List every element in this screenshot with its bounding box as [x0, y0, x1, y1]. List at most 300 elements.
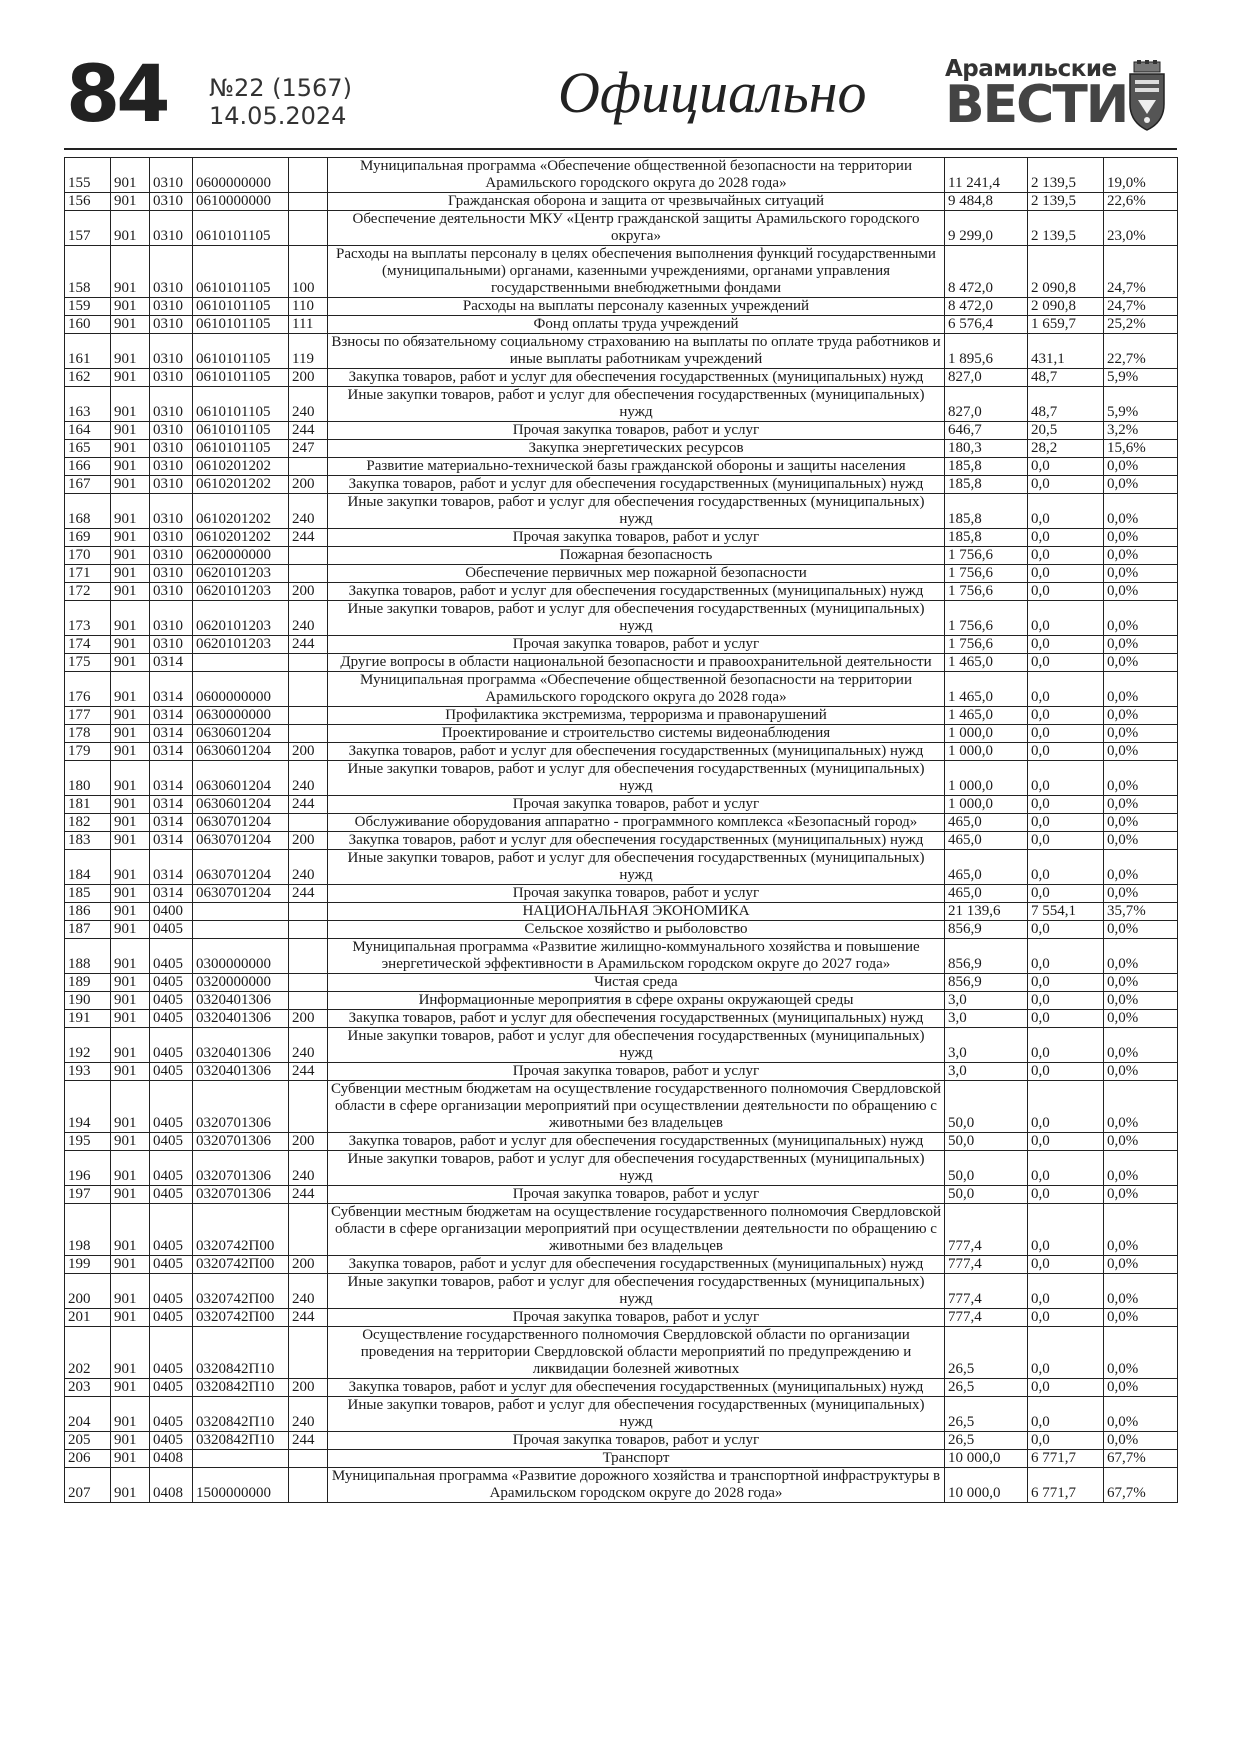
- grbs-code-cell: 901: [111, 1256, 150, 1274]
- grbs-code-cell: 901: [111, 654, 150, 672]
- description-cell: Чистая среда: [328, 974, 945, 992]
- section-code-cell: 0314: [150, 743, 193, 761]
- expense-type-code-cell: 200: [289, 1133, 328, 1151]
- table-row: [65, 494, 1178, 529]
- section-code-cell: 0310: [150, 387, 193, 422]
- execution-percent-cell: 22,6%: [1104, 193, 1178, 211]
- table-row: [65, 1309, 1178, 1327]
- execution-percent-cell: 0,0%: [1104, 796, 1178, 814]
- description-cell: Закупка товаров, работ и услуг для обеспечения государственных (муниципальных) нужд: [328, 743, 945, 761]
- grbs-code-cell: 901: [111, 814, 150, 832]
- planned-amount-cell: 1 000,0: [945, 761, 1028, 796]
- executed-amount-cell: 0,0: [1028, 583, 1104, 601]
- target-code-cell: 0320701306: [193, 1133, 289, 1151]
- grbs-code-cell: 901: [111, 1468, 150, 1503]
- target-code-cell: 1500000000: [193, 1468, 289, 1503]
- execution-percent-cell: 35,7%: [1104, 903, 1178, 921]
- section-code-cell: 0405: [150, 1186, 193, 1204]
- section-code-cell: 0405: [150, 974, 193, 992]
- target-code-cell: 0610101105: [193, 422, 289, 440]
- planned-amount-cell: 1 465,0: [945, 707, 1028, 725]
- execution-percent-cell: 0,0%: [1104, 850, 1178, 885]
- expense-type-code-cell: 200: [289, 369, 328, 387]
- expense-type-code-cell: [289, 903, 328, 921]
- planned-amount-cell: 185,8: [945, 458, 1028, 476]
- section-code-cell: 0405: [150, 921, 193, 939]
- planned-amount-cell: 646,7: [945, 422, 1028, 440]
- row-number-cell: 165: [65, 440, 111, 458]
- row-number-cell: 176: [65, 672, 111, 707]
- execution-percent-cell: 0,0%: [1104, 1063, 1178, 1081]
- row-number-cell: 173: [65, 601, 111, 636]
- target-code-cell: 0320842П10: [193, 1379, 289, 1397]
- expense-type-code-cell: 200: [289, 1010, 328, 1028]
- executed-amount-cell: 0,0: [1028, 885, 1104, 903]
- row-number-cell: 197: [65, 1186, 111, 1204]
- executed-amount-cell: 7 554,1: [1028, 903, 1104, 921]
- table-row: [65, 796, 1178, 814]
- expense-type-code-cell: 240: [289, 601, 328, 636]
- target-code-cell: 0320842П10: [193, 1327, 289, 1379]
- planned-amount-cell: 180,3: [945, 440, 1028, 458]
- target-code-cell: 0610201202: [193, 494, 289, 529]
- execution-percent-cell: 0,0%: [1104, 654, 1178, 672]
- description-cell: Иные закупки товаров, работ и услуг для обеспечения государственных (муниципальных) нужд: [328, 850, 945, 885]
- section-code-cell: 0310: [150, 422, 193, 440]
- description-cell: Муниципальная программа «Обеспечение общественной безопасности на территории Арамильского городского округа до 2028 года»: [328, 158, 945, 193]
- description-cell: Субвенции местным бюджетам на осуществление государственного полномочия Свердловской области в сфере организации мероприятий при осуществлении деятельности по обращению с животными без владельцев: [328, 1204, 945, 1256]
- row-number-cell: 192: [65, 1028, 111, 1063]
- target-code-cell: 0630701204: [193, 885, 289, 903]
- planned-amount-cell: 3,0: [945, 1010, 1028, 1028]
- grbs-code-cell: 901: [111, 1151, 150, 1186]
- executed-amount-cell: 28,2: [1028, 440, 1104, 458]
- grbs-code-cell: 901: [111, 1327, 150, 1379]
- description-cell: Сельское хозяйство и рыболовство: [328, 921, 945, 939]
- planned-amount-cell: 21 139,6: [945, 903, 1028, 921]
- execution-percent-cell: 0,0%: [1104, 476, 1178, 494]
- planned-amount-cell: 26,5: [945, 1432, 1028, 1450]
- planned-amount-cell: 185,8: [945, 476, 1028, 494]
- description-cell: Иные закупки товаров, работ и услуг для обеспечения государственных (муниципальных) нужд: [328, 494, 945, 529]
- executed-amount-cell: 0,0: [1028, 1028, 1104, 1063]
- target-code-cell: 0320401306: [193, 992, 289, 1010]
- table-row: [65, 974, 1178, 992]
- target-code-cell: 0610201202: [193, 458, 289, 476]
- target-code-cell: 0630701204: [193, 832, 289, 850]
- planned-amount-cell: 1 895,6: [945, 334, 1028, 369]
- row-number-cell: 170: [65, 547, 111, 565]
- row-number-cell: 187: [65, 921, 111, 939]
- table-row: [65, 1186, 1178, 1204]
- executed-amount-cell: 0,0: [1028, 1186, 1104, 1204]
- description-cell: Профилактика экстремизма, терроризма и правонарушений: [328, 707, 945, 725]
- section-code-cell: 0310: [150, 529, 193, 547]
- execution-percent-cell: 0,0%: [1104, 494, 1178, 529]
- expense-type-code-cell: [289, 458, 328, 476]
- section-code-cell: 0310: [150, 158, 193, 193]
- description-cell: Прочая закупка товаров, работ и услуг: [328, 796, 945, 814]
- row-number-cell: 174: [65, 636, 111, 654]
- planned-amount-cell: 1 000,0: [945, 796, 1028, 814]
- target-code-cell: 0630000000: [193, 707, 289, 725]
- executed-amount-cell: 2 139,5: [1028, 193, 1104, 211]
- section-code-cell: 0314: [150, 814, 193, 832]
- row-number-cell: 189: [65, 974, 111, 992]
- row-number-cell: 162: [65, 369, 111, 387]
- section-code-cell: 0405: [150, 1397, 193, 1432]
- target-code-cell: 0320742П00: [193, 1309, 289, 1327]
- expense-type-code-cell: 240: [289, 1151, 328, 1186]
- target-code-cell: 0320000000: [193, 974, 289, 992]
- grbs-code-cell: 901: [111, 387, 150, 422]
- grbs-code-cell: 901: [111, 601, 150, 636]
- grbs-code-cell: 901: [111, 725, 150, 743]
- expense-type-code-cell: [289, 565, 328, 583]
- target-code-cell: 0620101203: [193, 565, 289, 583]
- executed-amount-cell: 0,0: [1028, 547, 1104, 565]
- section-code-cell: 0310: [150, 458, 193, 476]
- table-row: [65, 725, 1178, 743]
- target-code-cell: 0320742П00: [193, 1204, 289, 1256]
- section-code-cell: 0310: [150, 440, 193, 458]
- grbs-code-cell: 901: [111, 458, 150, 476]
- executed-amount-cell: 0,0: [1028, 939, 1104, 974]
- planned-amount-cell: 1 756,6: [945, 601, 1028, 636]
- target-code-cell: 0630601204: [193, 743, 289, 761]
- table-row: [65, 654, 1178, 672]
- expense-type-code-cell: 110: [289, 298, 328, 316]
- target-code-cell: 0610101105: [193, 440, 289, 458]
- section-code-cell: 0314: [150, 850, 193, 885]
- expense-type-code-cell: [289, 939, 328, 974]
- description-cell: Муниципальная программа «Развитие жилищно-коммунального хозяйства и повышение энергетической эффективности в Арамильском городском округе до 2027 года»: [328, 939, 945, 974]
- execution-percent-cell: 0,0%: [1104, 565, 1178, 583]
- grbs-code-cell: 901: [111, 1432, 150, 1450]
- execution-percent-cell: 24,7%: [1104, 246, 1178, 298]
- section-code-cell: 0405: [150, 1151, 193, 1186]
- grbs-code-cell: 901: [111, 939, 150, 974]
- row-number-cell: 157: [65, 211, 111, 246]
- planned-amount-cell: 1 756,6: [945, 636, 1028, 654]
- grbs-code-cell: 901: [111, 761, 150, 796]
- execution-percent-cell: 0,0%: [1104, 1028, 1178, 1063]
- table-row: [65, 1274, 1178, 1309]
- table-row: [65, 298, 1178, 316]
- executed-amount-cell: 0,0: [1028, 1010, 1104, 1028]
- section-code-cell: 0310: [150, 369, 193, 387]
- table-row: [65, 316, 1178, 334]
- planned-amount-cell: 1 465,0: [945, 672, 1028, 707]
- execution-percent-cell: 0,0%: [1104, 1432, 1178, 1450]
- execution-percent-cell: 0,0%: [1104, 939, 1178, 974]
- target-code-cell: 0630601204: [193, 761, 289, 796]
- executed-amount-cell: 0,0: [1028, 707, 1104, 725]
- issue-number: №22 (1567): [209, 74, 352, 102]
- execution-percent-cell: 0,0%: [1104, 1274, 1178, 1309]
- table-row: [65, 1327, 1178, 1379]
- row-number-cell: 166: [65, 458, 111, 476]
- coat-of-arms-icon: [1126, 60, 1168, 132]
- executed-amount-cell: 0,0: [1028, 1133, 1104, 1151]
- target-code-cell: 0320842П10: [193, 1397, 289, 1432]
- executed-amount-cell: 431,1: [1028, 334, 1104, 369]
- section-code-cell: 0405: [150, 1327, 193, 1379]
- section-code-cell: 0310: [150, 494, 193, 529]
- table-row: [65, 832, 1178, 850]
- description-cell: Транспорт: [328, 1450, 945, 1468]
- section-title: Официально: [558, 60, 867, 125]
- description-cell: Закупка энергетических ресурсов: [328, 440, 945, 458]
- planned-amount-cell: 1 756,6: [945, 565, 1028, 583]
- table-row: [65, 193, 1178, 211]
- expense-type-code-cell: 244: [289, 529, 328, 547]
- execution-percent-cell: 0,0%: [1104, 1081, 1178, 1133]
- row-number-cell: 172: [65, 583, 111, 601]
- executed-amount-cell: 0,0: [1028, 565, 1104, 583]
- executed-amount-cell: 0,0: [1028, 974, 1104, 992]
- description-cell: Иные закупки товаров, работ и услуг для обеспечения государственных (муниципальных) нужд: [328, 1151, 945, 1186]
- description-cell: Информационные мероприятия в сфере охраны окружающей среды: [328, 992, 945, 1010]
- executed-amount-cell: 0,0: [1028, 476, 1104, 494]
- table-row: [65, 1010, 1178, 1028]
- row-number-cell: 183: [65, 832, 111, 850]
- table-row: [65, 158, 1178, 193]
- grbs-code-cell: 901: [111, 1397, 150, 1432]
- planned-amount-cell: 10 000,0: [945, 1450, 1028, 1468]
- expense-type-code-cell: 240: [289, 1028, 328, 1063]
- grbs-code-cell: 901: [111, 476, 150, 494]
- planned-amount-cell: 777,4: [945, 1256, 1028, 1274]
- grbs-code-cell: 901: [111, 211, 150, 246]
- expense-type-code-cell: 200: [289, 583, 328, 601]
- planned-amount-cell: 856,9: [945, 939, 1028, 974]
- expense-type-code-cell: [289, 725, 328, 743]
- row-number-cell: 164: [65, 422, 111, 440]
- planned-amount-cell: 50,0: [945, 1133, 1028, 1151]
- target-code-cell: 0610000000: [193, 193, 289, 211]
- target-code-cell: 0610201202: [193, 476, 289, 494]
- grbs-code-cell: 901: [111, 1379, 150, 1397]
- grbs-code-cell: 901: [111, 992, 150, 1010]
- target-code-cell: 0610101105: [193, 246, 289, 298]
- section-code-cell: 0314: [150, 796, 193, 814]
- planned-amount-cell: 185,8: [945, 494, 1028, 529]
- grbs-code-cell: 901: [111, 1186, 150, 1204]
- execution-percent-cell: 5,9%: [1104, 387, 1178, 422]
- grbs-code-cell: 901: [111, 565, 150, 583]
- section-code-cell: 0314: [150, 654, 193, 672]
- execution-percent-cell: 0,0%: [1104, 743, 1178, 761]
- target-code-cell: 0610101105: [193, 334, 289, 369]
- target-code-cell: [193, 654, 289, 672]
- table-row: [65, 1063, 1178, 1081]
- execution-percent-cell: 22,7%: [1104, 334, 1178, 369]
- section-code-cell: 0314: [150, 725, 193, 743]
- planned-amount-cell: 1 756,6: [945, 583, 1028, 601]
- expense-type-code-cell: 100: [289, 246, 328, 298]
- expense-type-code-cell: 240: [289, 494, 328, 529]
- table-row: [65, 476, 1178, 494]
- section-code-cell: 0310: [150, 246, 193, 298]
- target-code-cell: 0620000000: [193, 547, 289, 565]
- row-number-cell: 163: [65, 387, 111, 422]
- row-number-cell: 200: [65, 1274, 111, 1309]
- section-code-cell: 0408: [150, 1468, 193, 1503]
- grbs-code-cell: 901: [111, 246, 150, 298]
- planned-amount-cell: 777,4: [945, 1309, 1028, 1327]
- target-code-cell: 0320401306: [193, 1063, 289, 1081]
- grbs-code-cell: 901: [111, 743, 150, 761]
- expense-type-code-cell: 119: [289, 334, 328, 369]
- row-number-cell: 155: [65, 158, 111, 193]
- description-cell: Иные закупки товаров, работ и услуг для обеспечения государственных (муниципальных) нужд: [328, 601, 945, 636]
- expense-type-code-cell: [289, 1468, 328, 1503]
- description-cell: Фонд оплаты труда учреждений: [328, 316, 945, 334]
- execution-percent-cell: 0,0%: [1104, 1309, 1178, 1327]
- planned-amount-cell: 11 241,4: [945, 158, 1028, 193]
- section-code-cell: 0400: [150, 903, 193, 921]
- description-cell: Закупка товаров, работ и услуг для обеспечения государственных (муниципальных) нужд: [328, 1010, 945, 1028]
- planned-amount-cell: 856,9: [945, 974, 1028, 992]
- row-number-cell: 158: [65, 246, 111, 298]
- row-number-cell: 169: [65, 529, 111, 547]
- table-row: [65, 850, 1178, 885]
- execution-percent-cell: 23,0%: [1104, 211, 1178, 246]
- row-number-cell: 193: [65, 1063, 111, 1081]
- description-cell: Проектирование и строительство системы видеонаблюдения: [328, 725, 945, 743]
- description-cell: Прочая закупка товаров, работ и услуг: [328, 1063, 945, 1081]
- section-code-cell: 0310: [150, 316, 193, 334]
- grbs-code-cell: 901: [111, 1028, 150, 1063]
- expense-type-code-cell: 240: [289, 850, 328, 885]
- grbs-code-cell: 901: [111, 903, 150, 921]
- grbs-code-cell: 901: [111, 850, 150, 885]
- table-row: [65, 583, 1178, 601]
- execution-percent-cell: 0,0%: [1104, 832, 1178, 850]
- table-body: [65, 158, 1178, 1503]
- description-cell: Прочая закупка товаров, работ и услуг: [328, 529, 945, 547]
- executed-amount-cell: 0,0: [1028, 654, 1104, 672]
- expense-type-code-cell: 200: [289, 832, 328, 850]
- grbs-code-cell: 901: [111, 921, 150, 939]
- executed-amount-cell: 0,0: [1028, 921, 1104, 939]
- grbs-code-cell: 901: [111, 672, 150, 707]
- execution-percent-cell: 0,0%: [1104, 1397, 1178, 1432]
- description-cell: Закупка товаров, работ и услуг для обеспечения государственных (муниципальных) нужд: [328, 832, 945, 850]
- description-cell: Взносы по обязательному социальному страхованию на выплаты по оплате труда работников и иные выплаты работникам учреждений: [328, 334, 945, 369]
- target-code-cell: 0320401306: [193, 1010, 289, 1028]
- table-row: [65, 369, 1178, 387]
- table-row: [65, 458, 1178, 476]
- table-row: [65, 672, 1178, 707]
- planned-amount-cell: 465,0: [945, 814, 1028, 832]
- executed-amount-cell: 2 090,8: [1028, 298, 1104, 316]
- execution-percent-cell: 3,2%: [1104, 422, 1178, 440]
- planned-amount-cell: 777,4: [945, 1204, 1028, 1256]
- execution-percent-cell: 0,0%: [1104, 1186, 1178, 1204]
- table-row: [65, 1468, 1178, 1503]
- planned-amount-cell: 465,0: [945, 850, 1028, 885]
- grbs-code-cell: 901: [111, 158, 150, 193]
- section-code-cell: 0310: [150, 583, 193, 601]
- section-code-cell: 0310: [150, 601, 193, 636]
- section-code-cell: 0314: [150, 885, 193, 903]
- grbs-code-cell: 901: [111, 422, 150, 440]
- table-row: [65, 334, 1178, 369]
- expense-type-code-cell: 244: [289, 1432, 328, 1450]
- section-code-cell: 0310: [150, 298, 193, 316]
- description-cell: Осуществление государственного полномочия Свердловской области по организации проведения на территории Свердловской области мероприятий по предупреждению и ликвидации болезней животных: [328, 1327, 945, 1379]
- description-cell: Закупка товаров, работ и услуг для обеспечения государственных (муниципальных) нужд: [328, 369, 945, 387]
- executed-amount-cell: 0,0: [1028, 1151, 1104, 1186]
- row-number-cell: 191: [65, 1010, 111, 1028]
- expense-type-code-cell: [289, 814, 328, 832]
- grbs-code-cell: 901: [111, 974, 150, 992]
- table-row: [65, 903, 1178, 921]
- executed-amount-cell: 0,0: [1028, 1204, 1104, 1256]
- table-row: [65, 440, 1178, 458]
- section-code-cell: 0310: [150, 636, 193, 654]
- executed-amount-cell: 0,0: [1028, 1379, 1104, 1397]
- execution-percent-cell: 25,2%: [1104, 316, 1178, 334]
- description-cell: Обеспечение деятельности МКУ «Центр гражданской защиты Арамильского городского округа»: [328, 211, 945, 246]
- row-number-cell: 156: [65, 193, 111, 211]
- description-cell: Иные закупки товаров, работ и услуг для обеспечения государственных (муниципальных) нужд: [328, 1028, 945, 1063]
- row-number-cell: 184: [65, 850, 111, 885]
- executed-amount-cell: 0,0: [1028, 814, 1104, 832]
- section-code-cell: 0405: [150, 1063, 193, 1081]
- executed-amount-cell: 6 771,7: [1028, 1468, 1104, 1503]
- expense-type-code-cell: [289, 158, 328, 193]
- executed-amount-cell: 48,7: [1028, 387, 1104, 422]
- table-row: [65, 422, 1178, 440]
- planned-amount-cell: 26,5: [945, 1379, 1028, 1397]
- target-code-cell: 0630701204: [193, 814, 289, 832]
- planned-amount-cell: 9 299,0: [945, 211, 1028, 246]
- target-code-cell: 0320401306: [193, 1028, 289, 1063]
- expense-type-code-cell: 244: [289, 1186, 328, 1204]
- description-cell: Прочая закупка товаров, работ и услуг: [328, 1309, 945, 1327]
- row-number-cell: 180: [65, 761, 111, 796]
- expense-type-code-cell: 240: [289, 1274, 328, 1309]
- executed-amount-cell: 0,0: [1028, 458, 1104, 476]
- section-code-cell: 0310: [150, 193, 193, 211]
- grbs-code-cell: 901: [111, 1204, 150, 1256]
- section-code-cell: 0314: [150, 672, 193, 707]
- grbs-code-cell: 901: [111, 1274, 150, 1309]
- execution-percent-cell: 0,0%: [1104, 1327, 1178, 1379]
- executed-amount-cell: 0,0: [1028, 529, 1104, 547]
- target-code-cell: 0630601204: [193, 796, 289, 814]
- page-number: 84: [66, 50, 167, 140]
- table-row: [65, 601, 1178, 636]
- planned-amount-cell: 465,0: [945, 885, 1028, 903]
- description-cell: Иные закупки товаров, работ и услуг для обеспечения государственных (муниципальных) нужд: [328, 761, 945, 796]
- expense-type-code-cell: 240: [289, 387, 328, 422]
- table-row: [65, 1256, 1178, 1274]
- planned-amount-cell: 3,0: [945, 1063, 1028, 1081]
- planned-amount-cell: 6 576,4: [945, 316, 1028, 334]
- execution-percent-cell: 5,9%: [1104, 369, 1178, 387]
- executed-amount-cell: 0,0: [1028, 1327, 1104, 1379]
- description-cell: Прочая закупка товаров, работ и услуг: [328, 1186, 945, 1204]
- table-row: [65, 921, 1178, 939]
- execution-percent-cell: 0,0%: [1104, 1256, 1178, 1274]
- expense-type-code-cell: [289, 921, 328, 939]
- grbs-code-cell: 901: [111, 636, 150, 654]
- executed-amount-cell: 0,0: [1028, 1397, 1104, 1432]
